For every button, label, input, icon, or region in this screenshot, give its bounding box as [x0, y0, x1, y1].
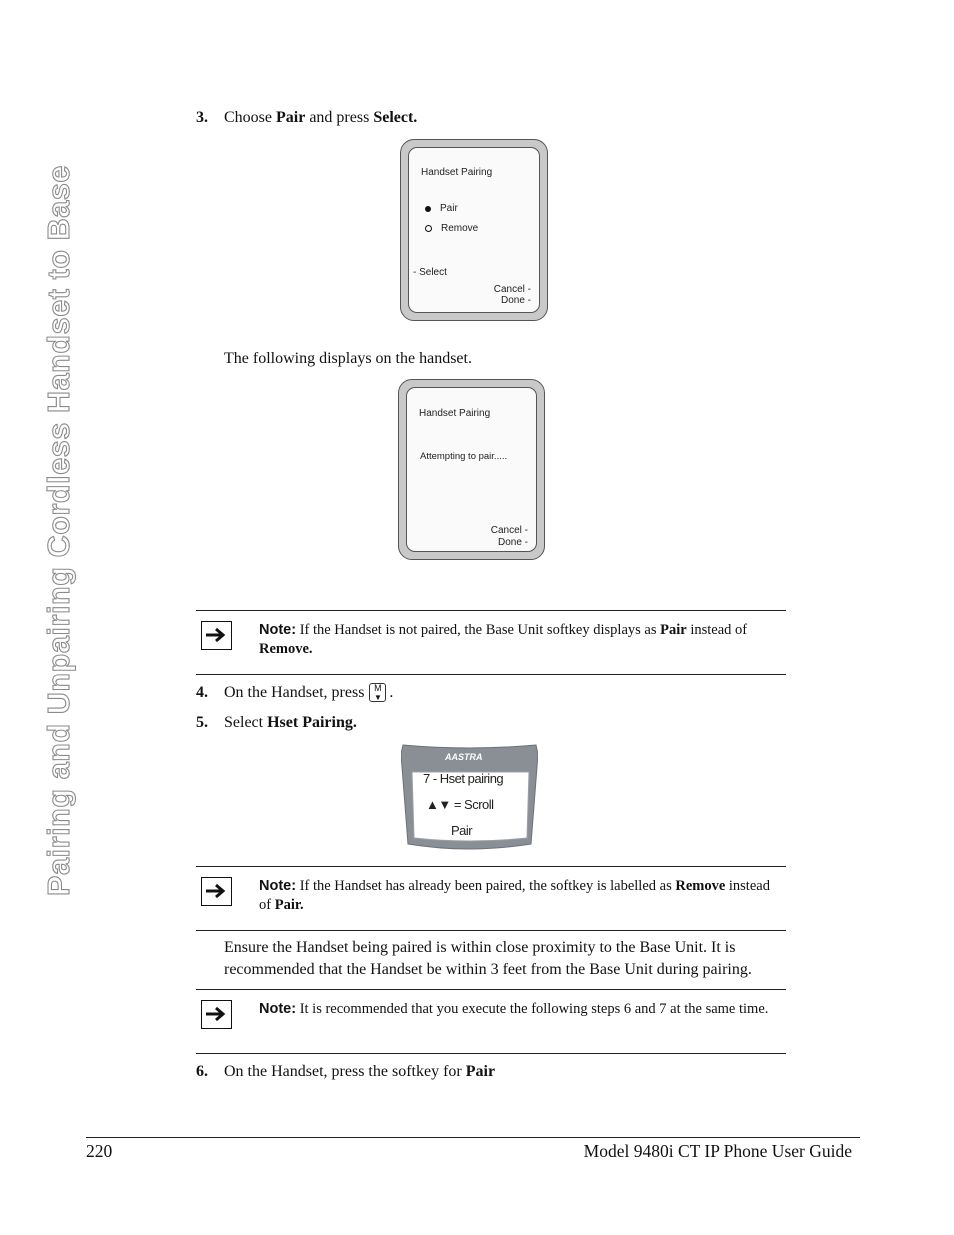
arrow-right-icon: [201, 621, 232, 650]
lcd-title: Handset Pairing: [421, 167, 493, 178]
step-5-text: Select Hset Pairing.: [224, 714, 357, 731]
screen-line-2: ▲▼ = Scroll: [426, 797, 494, 812]
note-box-2: [196, 866, 786, 931]
step-6-number: 6.: [196, 1063, 208, 1080]
menu-key-icon: M ▼: [369, 683, 386, 702]
screen-line-3: Pair: [451, 823, 473, 838]
radio-selected-icon: [425, 206, 431, 212]
attempting-pair-screen: [398, 379, 545, 560]
proximity-line-2: recommended that the Handset be within 3 feet from the Base Unit during pairing.: [224, 961, 752, 978]
side-chapter-title: [42, 108, 76, 953]
arrow-right-icon: [201, 877, 232, 906]
softkey-cancel: Cancel -: [493, 284, 531, 295]
guide-title: Model 9480i CT IP Phone User Guide: [583, 1141, 852, 1161]
screen-line-1: 7 - Hset pairing: [423, 771, 504, 786]
note-box-1: [196, 610, 786, 675]
step-5-number: 5.: [196, 714, 208, 731]
softkey-cancel: Cancel -: [490, 525, 528, 536]
softkey-done: Done -: [500, 295, 531, 306]
step-4-number: 4.: [196, 684, 208, 701]
proximity-line-1: Ensure the Handset being paired is within close proximity to the Base Unit. It is: [224, 939, 736, 956]
lcd-title: Handset Pairing: [419, 408, 491, 419]
note-box-3: [196, 989, 786, 1054]
page-number: 220: [86, 1141, 113, 1161]
note-2-text: Note: If the Handset has already been paired, the softkey is labelled as Remove instead of Pair.: [259, 878, 770, 913]
lcd-message: Attempting to pair.....: [420, 451, 508, 462]
lcd-display: [406, 387, 537, 552]
radio-unselected-icon: [425, 225, 432, 232]
softkey-done: Done -: [497, 537, 528, 548]
step-3-number: 3.: [196, 109, 208, 126]
note-3-text: Note: It is recommended that you execute the following steps 6 and 7 at the same time.: [259, 1001, 769, 1017]
handset-pairing-screen: [400, 139, 548, 321]
step-4-text: On the Handset, press M ▼ .: [224, 683, 394, 702]
footer-rule: [86, 1137, 860, 1138]
option-remove: Remove: [425, 223, 478, 234]
side-chapter-title-text: Pairing and Unpairing Cordless Handset to Base: [41, 165, 76, 896]
step-3-text: Choose Pair and press Select.: [224, 109, 418, 126]
step-6-text: On the Handset, press the softkey for Pair: [224, 1063, 496, 1080]
aastra-handset-screen: [401, 744, 538, 851]
softkey-select: - Select: [413, 267, 447, 278]
note-1-text: Note: If the Handset is not paired, the Base Unit softkey displays as Pair instead of Remove.: [259, 622, 748, 657]
aastra-logo: AASTRA: [445, 752, 483, 762]
arrow-right-icon: [201, 1000, 232, 1029]
following-displays-text: The following displays on the handset.: [224, 350, 472, 367]
lcd-display: [408, 147, 540, 313]
option-pair: Pair: [425, 203, 458, 214]
